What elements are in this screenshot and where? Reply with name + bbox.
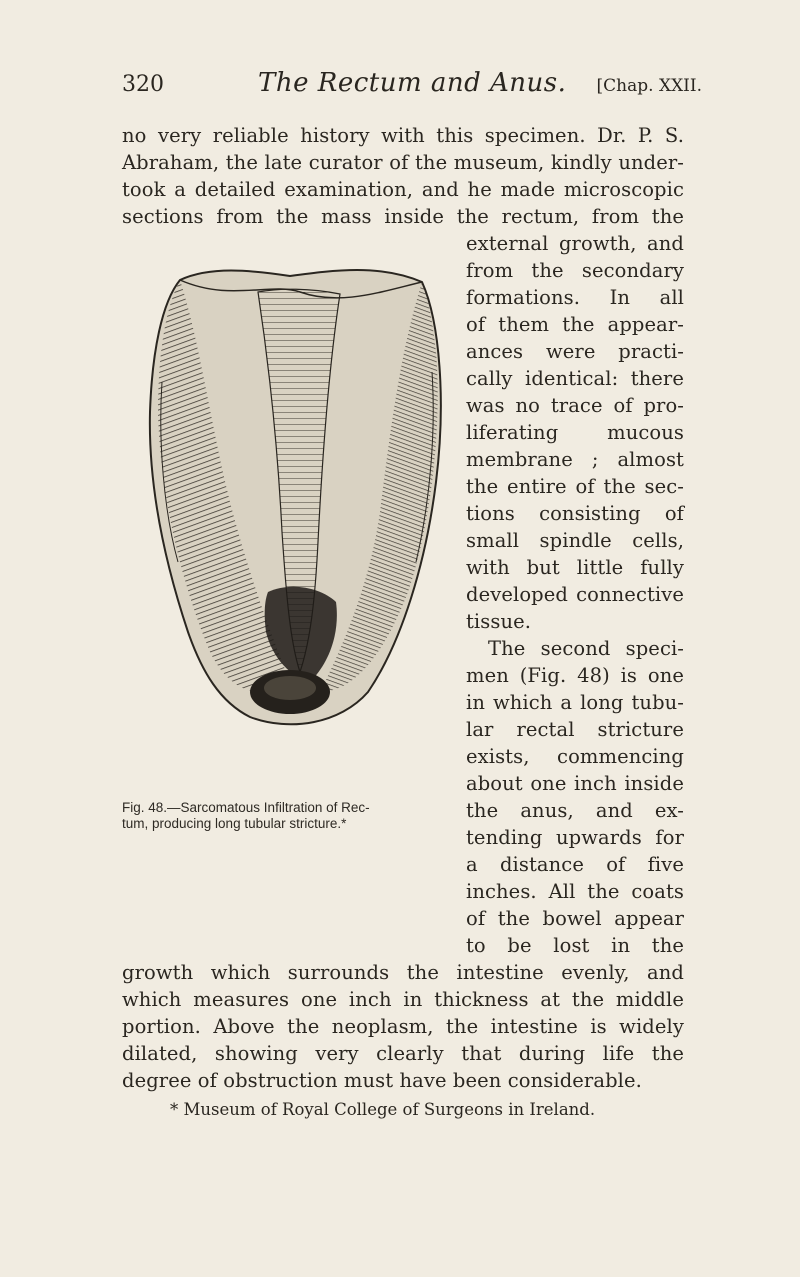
text-line: growth which surrounds the intestine evenly, and — [122, 961, 684, 984]
running-header — [122, 68, 702, 108]
text-line: cally identical: there — [466, 367, 684, 390]
text-line: tending upwards for — [466, 826, 684, 849]
text-line: the entire of the sec- — [466, 475, 684, 498]
text-line: sections from the mass inside the rectum, from the — [122, 205, 684, 228]
text-line: ances were practi- — [466, 340, 684, 363]
text-line: took a detailed examination, and he made microscopic — [122, 178, 684, 201]
text-line: with but little fully — [466, 556, 684, 579]
text-line: small spindle cells, — [466, 529, 684, 552]
text-line: was no trace of pro- — [466, 394, 684, 417]
text-line: tissue. — [466, 610, 532, 633]
caption-line: Fig. 48.—Sarcomatous Infiltration of Rec- — [122, 800, 370, 815]
anal-opening-inner — [264, 676, 316, 700]
text-line: in which a long tubu- — [466, 691, 684, 714]
text-line: men (Fig. 48) is one — [466, 664, 684, 687]
text-line: no very reliable history with this specimen. Dr. P. S. — [122, 124, 684, 147]
figure-caption — [122, 800, 452, 832]
text-line: developed connective — [466, 583, 684, 606]
text-line: of the bowel appear — [466, 907, 684, 930]
text-line: liferating mucous — [466, 421, 684, 444]
text-line: tions consisting of — [466, 502, 684, 525]
text-line: membrane ; almost — [466, 448, 684, 471]
text-line: which measures one inch in thickness at the middle — [122, 988, 684, 1011]
footnote: * Museum of Royal College of Surgeons in Ireland. — [170, 1100, 596, 1119]
text-line: external growth, and — [466, 232, 684, 255]
text-line: portion. Above the neoplasm, the intestine is widely — [122, 1015, 684, 1038]
text-line: the anus, and ex- — [466, 799, 684, 822]
page-number: 320 — [122, 72, 164, 97]
running-title: The Rectum and Anus. — [258, 68, 567, 98]
text-line: lar rectal stricture — [466, 718, 684, 741]
text-line: exists, commencing — [466, 745, 684, 768]
caption-line: tum, producing long tubular stricture.* — [122, 816, 347, 831]
text-line: Abraham, the late curator of the museum, kindly under- — [122, 151, 684, 174]
text-line: to be lost in the — [466, 934, 684, 957]
text-line: about one inch inside — [466, 772, 684, 795]
rectum-specimen-illustration — [140, 262, 450, 732]
text-line: from the secondary — [466, 259, 684, 282]
paragraph-start-line: The second speci- — [488, 637, 684, 660]
chapter-label: [Chap. XXII. — [596, 76, 702, 96]
text-line: a distance of five — [466, 853, 684, 876]
text-line: degree of obstruction must have been considerable. — [122, 1069, 642, 1092]
text-line: of them the appear- — [466, 313, 684, 336]
text-line: dilated, showing very clearly that during life the — [122, 1042, 684, 1065]
text-line: formations. In all — [466, 286, 684, 309]
text-line: inches. All the coats — [466, 880, 684, 903]
